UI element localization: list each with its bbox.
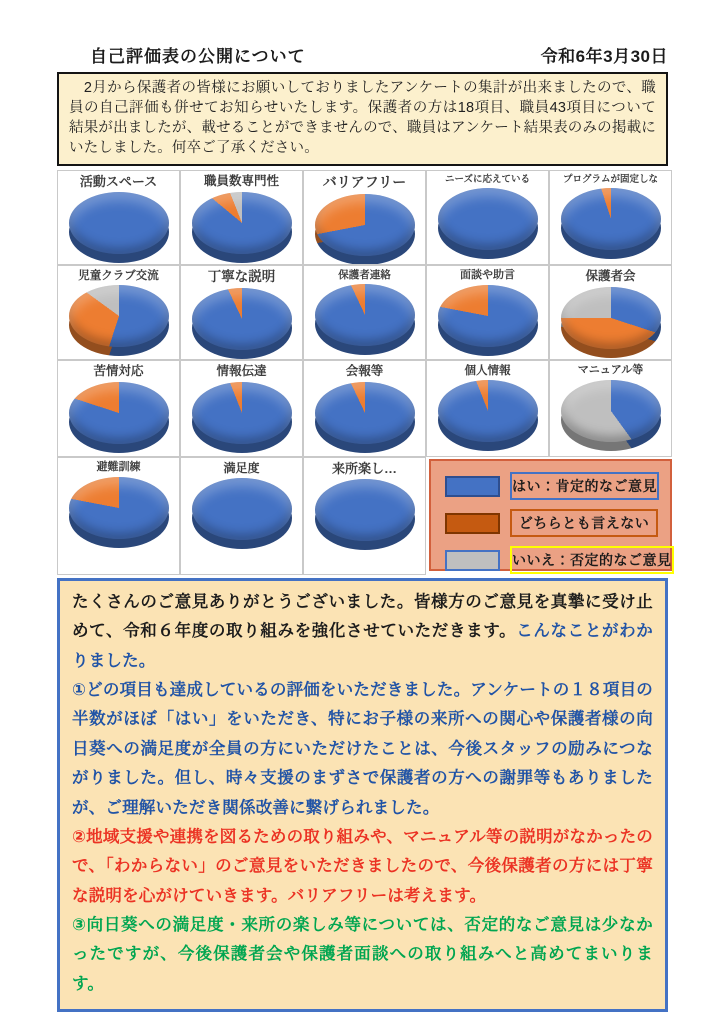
pie-chart-label: ニーズに応えている — [444, 174, 531, 185]
pie-chart-surface — [192, 288, 292, 350]
pie-chart-label: 満足度 — [223, 461, 260, 475]
pie-chart-cell — [303, 360, 426, 457]
pie-chart-surface — [561, 380, 661, 442]
legend-swatch-yes — [445, 476, 500, 497]
pie-chart-surface — [315, 479, 415, 541]
summary-text-segment-blue: ①どの項目も達成しているの評価をいただきました。アンケートの１８項目の半数がほぼ「はい」をいただき、特にお子様の来所への関心や保護者様の向日葵への満足度が全員の方にいただけたことは、今後スタッフの励みにつながりました。但し、時々支援のまずさで保護者の方への謝罪等もありましたが、ご理解いただき関係改善に繋げられました。 — [72, 681, 653, 817]
summary-paragraph — [72, 911, 653, 999]
pie-chart — [312, 382, 418, 456]
legend-item-neither — [445, 509, 658, 537]
pie-chart-label: 保護者会 — [585, 269, 636, 283]
pie-chart-cell — [426, 265, 549, 360]
summary-paragraph — [72, 676, 653, 823]
pie-chart-surface — [438, 380, 538, 442]
pie-chart-surface — [438, 188, 538, 250]
pie-chart-surface — [192, 478, 292, 540]
legend-label-neither: どちらとも言えない — [510, 509, 658, 537]
pie-chart-label: 来所楽し… — [331, 461, 397, 476]
pie-chart-cell — [180, 457, 303, 575]
legend-label-no: いいえ：否定的なご意見 — [510, 546, 674, 574]
pie-chart-cell — [57, 457, 180, 575]
pie-chart-cell — [549, 360, 672, 457]
pie-chart-grid — [57, 170, 672, 575]
pie-chart-cell — [549, 265, 672, 360]
pie-chart-label: バリアフリー — [322, 174, 407, 190]
pie-chart — [312, 284, 418, 359]
legend-swatch-neither — [445, 513, 500, 534]
document-header — [57, 42, 668, 67]
pie-chart-cell — [303, 170, 426, 265]
legend-item-no — [445, 546, 672, 574]
legend-item-yes — [445, 472, 658, 500]
pie-chart-surface — [192, 192, 292, 254]
pie-chart-label: マニュアル等 — [577, 364, 644, 376]
pie-chart-label: 活動スペース — [79, 174, 158, 189]
pie-chart-label: 会報等 — [345, 364, 384, 378]
pie-chart-label: プログラムが固定しな — [563, 174, 658, 185]
pie-chart-cell — [180, 265, 303, 360]
pie-chart — [189, 192, 295, 264]
pie-chart — [66, 477, 172, 553]
pie-chart-label: 避難訓練 — [96, 461, 141, 473]
pie-chart-label: 個人情報 — [464, 365, 511, 377]
pie-chart-label: 面談や助言 — [460, 269, 515, 281]
pie-chart — [558, 287, 664, 359]
pie-chart-surface — [438, 285, 538, 347]
pie-chart-surface — [315, 284, 415, 346]
pie-chart-surface — [315, 382, 415, 444]
pie-chart-label: 苦情対応 — [93, 364, 144, 378]
pie-chart-cell — [426, 360, 549, 457]
summary-text-box — [57, 578, 668, 1012]
chart-legend — [429, 459, 672, 571]
pie-chart — [312, 479, 418, 555]
pie-chart-cell — [426, 170, 549, 265]
summary-paragraph — [72, 588, 653, 676]
summary-paragraph — [72, 823, 653, 911]
pie-chart-surface — [192, 382, 292, 444]
legend-label-yes: はい：肯定的なご意見 — [510, 472, 659, 500]
page-title: 自己評価表の公開について — [90, 47, 306, 66]
pie-chart-surface — [561, 287, 661, 349]
pie-chart — [66, 382, 172, 456]
pie-chart-cell — [303, 265, 426, 360]
pie-chart-cell — [180, 360, 303, 457]
pie-chart-cell — [57, 265, 180, 360]
pie-chart-cell — [549, 170, 672, 265]
pie-chart-label: 保護者連絡 — [338, 269, 391, 281]
pie-chart — [558, 380, 664, 456]
summary-text-segment-green: ③向日葵への満足度・来所の楽しみ等については、否定的なご意見は少なかったですが、今後保護者会や保護者面談への取り組みへと高めてまいります。 — [72, 915, 653, 993]
pie-chart-surface — [69, 477, 169, 539]
pie-chart — [189, 288, 295, 359]
pie-chart — [435, 380, 541, 456]
pie-chart-surface — [69, 285, 169, 347]
intro-notice-text: 2月から保護者の皆様にお願いしておりましたアンケートの集計が出来ましたので、職員の自己評価も併せてお知らせいたします。保護者の方は18項目、職員43項目について結果が出ましたが、載せることができませんので、職員はアンケート結果表のみの掲載にいたしました。何卒ご了承ください。 — [69, 80, 656, 156]
pie-chart — [189, 478, 295, 554]
pie-chart-label: 丁寧な説明 — [207, 269, 276, 284]
pie-chart-cell — [180, 170, 303, 265]
pie-chart-surface — [561, 188, 661, 250]
pie-chart-cell — [57, 170, 180, 265]
pie-chart-label: 児童クラブ交流 — [78, 270, 159, 282]
pie-chart — [435, 188, 541, 264]
intro-notice-box — [57, 72, 668, 166]
pie-chart-cell — [57, 360, 180, 457]
pie-chart — [189, 382, 295, 456]
summary-text-segment-red: ②地域支援や連携を図るための取り組みや、マニュアル等の説明がなかったので、「わからない」のご意見をいただきましたので、今後保護者の方には丁寧な説明を心がけていきます。バリアフリーは考えます。 — [72, 827, 653, 905]
pie-chart-label: 職員数専門性 — [203, 174, 279, 188]
pie-chart-label: 情報伝達 — [216, 364, 267, 378]
pie-chart — [66, 285, 172, 359]
pie-chart — [66, 192, 172, 264]
pie-chart-cell — [303, 457, 426, 575]
document-date: 令和6年3月30日 — [540, 47, 668, 66]
pie-chart — [558, 188, 664, 264]
summary-text-segment-black: たくさんのご意見ありがとうございました。皆様方のご意見を真摯に受け止めて、令和６年度の取り組みを強化させていただきます。 — [72, 593, 653, 641]
pie-chart — [312, 194, 418, 265]
pie-chart-surface — [69, 192, 169, 254]
pie-chart-surface — [315, 194, 415, 256]
summary-text-segment-blue: こんなことがわかりました。 — [72, 622, 653, 670]
legend-swatch-no — [445, 550, 500, 571]
pie-chart — [435, 285, 541, 359]
pie-chart-surface — [69, 382, 169, 444]
